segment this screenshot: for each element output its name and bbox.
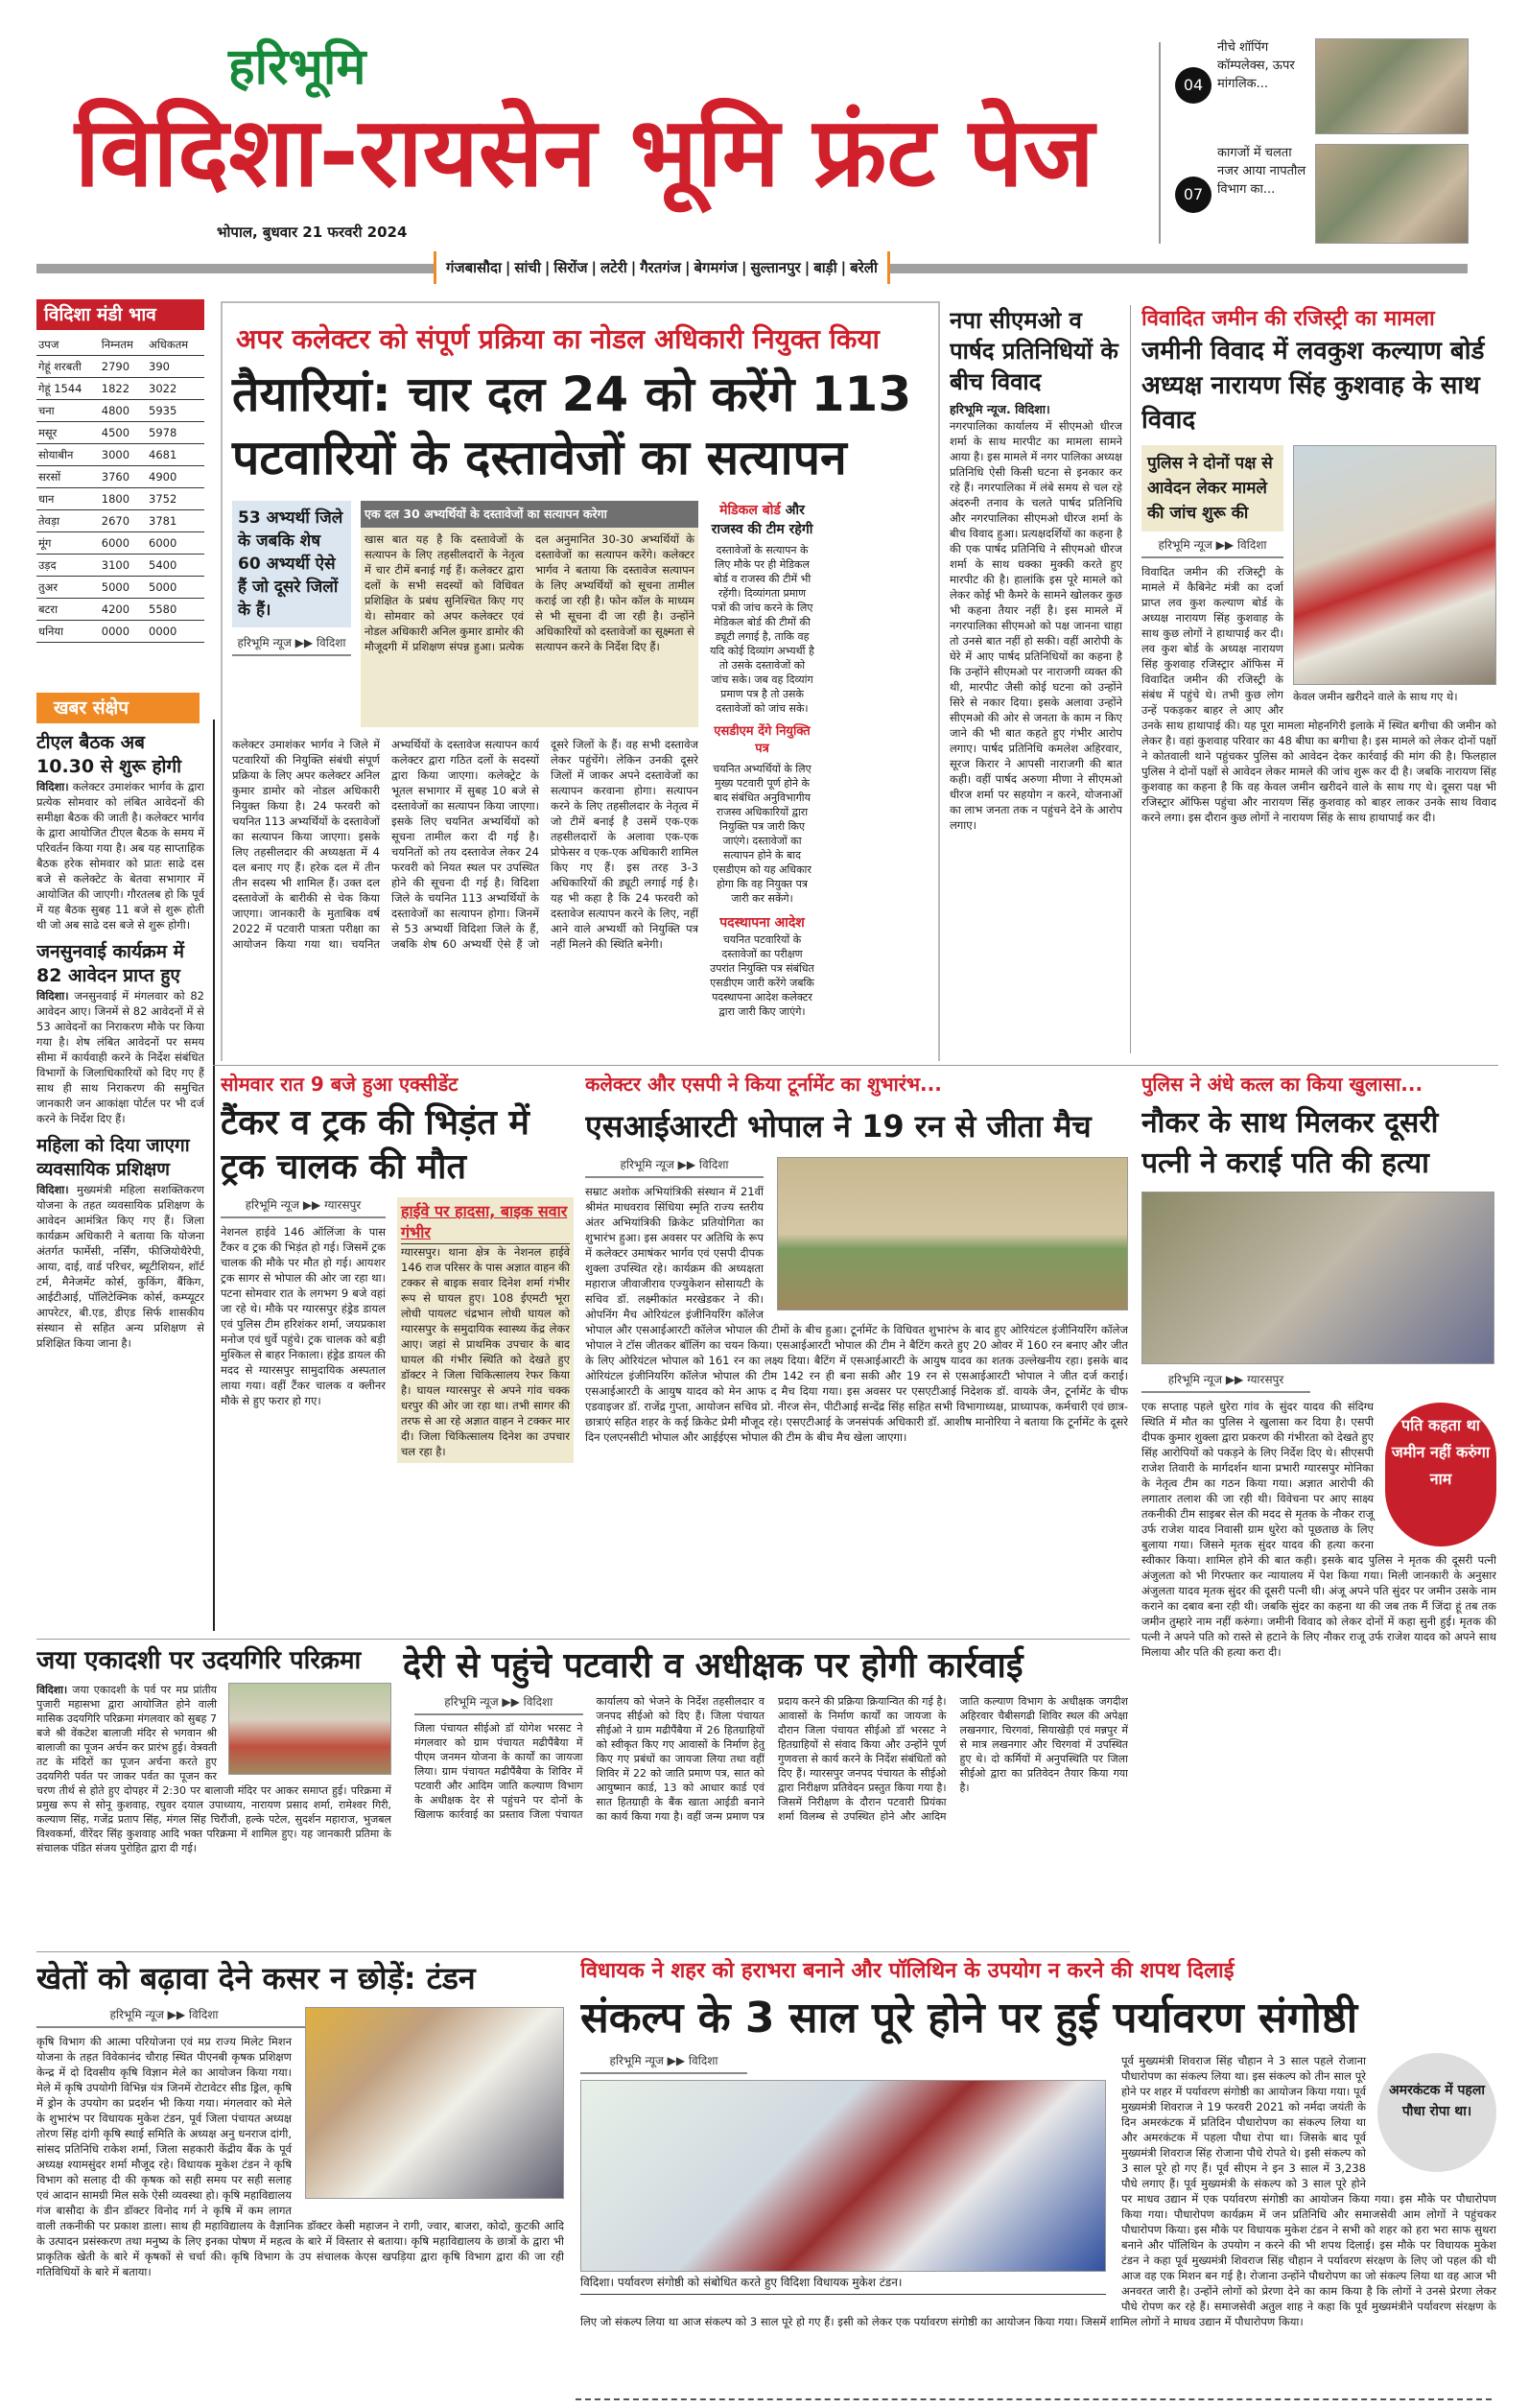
max-price: 5978 (147, 422, 204, 444)
max-price: 5580 (147, 599, 204, 621)
tanker-story (221, 1071, 574, 1637)
vivad-highlight: पुलिस ने दोनों पक्ष से आवेदन लेकर मामले की जांच शुरू की (1141, 445, 1283, 531)
napa-byline: हरिभूमि न्यूज. विदिशा। (950, 402, 1050, 416)
sankalp-body: पूर्व मुख्यमंत्री शिवराज सिंह चौहान ने 3 साल पहले रोजाना पौधारोपण का संकल्प लिया था। इस संकल्प को तीन साल पूरे होने पर शहर में पर्यावरण संगोष्ठी का आयोजन किया गया। पूर्व मुख्यमंत्री शिवराज ने 19 फरवरी 2021 को नर्मदा जयंती के दिन अमरकंटक में प्रतिदिन पौधारोपण का संकल्प लिया था और अमरकंटक में पहला पौधा रोपा था। जिसके बाद पूर्व मुख्यमंत्री शिवराज सिंह रोजाना पौधे रोपते थे। इसी संकल्प को 3 साल पूरे हो गए हैं। पूर्व सीएम ने इन 3 साल में 3,238 पौधे लगाए हैं। पूर्व मुख्यमंत्री के संकल्प को 3 साल पूरे होने पर माधव उद्यान में एक पर्यावरण संगोष्ठी का आयोजन किया गया। इस मौके पर पौधारोपण किया गया। पौधारोपण कार्यक्रम में जन प्रतिनिधि और समाजसेवी आम लोगों ने पहुंचकर पौधारोपण किया। इस मौके पर विधायक मुकेश टंडन ने सभी को शहर को हरा भरा साफ सुथरा बनाने और पॉलिथिन के उपयोग न करने की भी शपथ दिलाई। इस मौके पर विधायक मुकेश टंडन ने कहा पूर्व मुख्यमंत्री शिवराज सिंह चौहान ने पर्यावरण संरक्षण के लिए जो पहल की थी आज वह एक मिशन बन गई है। रोजाना उन्होंने पौधरोपण का जो संकल्प लिया था वह आज भी अनवरत जारी है। उन्होंने लोगों को प्रेरणा देने का काम किया है कि लोगों ने उनसे प्रेरणा लेकर पौधे रोपण कर रहे हैं। समाजसेवी अतुल शाह ने कहा कि पूर्व मुख्यमंत्रीने पर्यावरण संरक्षण के लिए जो संकल्प लिया था आज संकल्प को 3 साल पूरे हो गए हैं। इसी को लेकर एक पर्यावरण संगोष्ठी का आयोजन किया गया। जिसमें शामिल लोगों ने माधव उद्यान में पौधारोपण किया। (580, 2054, 1496, 2328)
napa-headline: नपा सीएमओ व पार्षद प्रतिनिधियों के बीच विवाद (950, 307, 1118, 395)
max-price: 5000 (147, 577, 204, 599)
vivad-body: विवादित जमीन की रजिस्ट्री के मामले में कैबिनेट मंत्री का दर्जा प्राप्त लव कुश कल्याण बोर्ड के अध्यक्ष नारायण सिंह कुशवाह के साथ कुछ लोगों ने हाथापाई कर दी। लव कुश बोर्ड के अध्यक्ष नारायण सिंह कुशवाह रजिस्ट्रार ऑफिस में विवादित जमीन की रजिस्ट्री के संबंध में पहुंचे थे। तभी कुछ लोग उन्हें पकड़कर बाहर ले आए और उनके साथ हाथापाई की। यह पूरा मामला मोहनगिरी इलाके में स्थित बगीचा की जमीन को लेकर है। वहां कुशवाह परिवार का 48 बीघा का बगीचा है। इस मामले को लेकर दोनों पक्षों ने कोतवाली थाने पहुंचकर पुलिस को आवेदन देकर कार्रवाई की मांग की है। फिलहाल पुलिस ने दोनों पक्षों से आवेदन लेकर मामले की जांच शुरू कर दी है। जबकि नारायण सिंह कुशवाह का कहना है कि वह केवल जमीन खरीदने वाले के साथ गए थे। दूसरा पक्ष भी रजिस्ट्रार ऑफिस पहुंचा और नारायण सिंह कुशवाह को बाहर लाकर उनके साथ विवाद करने लगा। इस दौरान कुछ लोगों ने नारायण सिंह के साथ हाथापाई कर दी। (1141, 565, 1496, 824)
row-rule (36, 1639, 1130, 1640)
min-price: 2670 (100, 510, 147, 532)
side-body: दस्तावेजों के सत्यापन के लिए मौके पर ही मेडिकल बोर्ड व राजस्व की टीमें भी रहेंगी। दिव्यांगता प्रमाण पत्रों की जांच करने के लिए मेडिकल बोर्ड की टीमों की ड्यूटी लगाई है, ताकि वह यदि कोई दिव्यांग अभ्यर्थी है तो उसके दस्तावेजों को जांच सके। जब वह दिव्यांग प्रमाण पत्र है तो उसके दस्तावेजों को जांच सके। (710, 544, 814, 715)
jaya-headline: जया एकादशी पर उदयगिरि परिक्रमा (36, 1646, 362, 1675)
crop-name: धान (36, 488, 100, 510)
column-rule (213, 720, 215, 1631)
separator: | (591, 259, 597, 276)
separator: | (840, 259, 847, 276)
table-row (36, 577, 204, 599)
tanker-columns (221, 1197, 574, 1463)
brief-body (36, 779, 204, 933)
city-link[interactable]: बेगमगंज (694, 259, 738, 276)
tanker-headline: टैंकर व ट्रक की भिड़ंत में ट्रक चालक की मौत (221, 1103, 529, 1187)
tanker-byline: हरिभूमि न्यूज ▶▶ ग्यारसपुर (221, 1197, 386, 1218)
crop-name: चना (36, 400, 100, 422)
max-price: 3781 (147, 510, 204, 532)
cricket-body: सम्राट अशोक अभियांत्रिकी संस्थान में 21वीं श्रीमंत माधवराव सिंधिया स्मृति राज्य स्तरीय अंतर अभियांत्रिकी क्रिकेट प्रतियोगिता का शुभारंभ हुआ। इस अवसर पर अतिथि के रूप में कलेक्टर उमाषंकर भार्गव एवं एसपी दीपक शुक्ला उपस्थित रहे। कार्यक्रम की अध्यक्षता महाराज जीवाजीराव एज्युकेशन सोसायटी के सचिव डॉ. लक्ष्मीकांत मरखेडकर ने की। ओपनिंग मैच ओरियंटल इंजीनियरिंग कॉलेज भोपाल और एसआईआरटी कॉलेज भोपाल की टीमों के बीच हुआ। टूर्नामेंट के विधिवत शुभारंभ के बाद हुए ओरियंटल इंजीनियरिंग कॉलेज भोपाल ने टॉस जीतकर बॉलिंग का चयन किया। एसआईआरटी भोपाल की टीम ने बैटिंग करते हुए 20 ओवर में 160 रन बनाए और जीत के लिए ओरियंटल भोपाल को 161 रन का लक्ष्य दिया। बैटिंग में एसआईआरटी के आयुष यादव का शतक उल्लेखनीय रहा। इसके बाद ओरियंटल इंजीनियरिंग कॉलेज भोपाल की टीम 142 रन ही बना सकी और 19 रन से एसआईआरटी भोपाल ने जीत दर्ज कराई। एसआईआरटी के आयुष यादव को मेन आफ द मैच दिया गया। इस अवसर पर एसएटीआई निदेशक डॉ. वायके जैन, टूर्नामेंट के चीफ एडवाइजर डॉ. राजेंद्र गुप्ता, आयोजन सचिव प्रो. नीरज सेन, पीटीआई सन्देंद्र सिंह सहित सभी विभागाध्यक्ष, प्राध्यापक, कर्मचारी एवं छात्र-छात्राएं सहित शहर के कई क्रिकेट प्रेमी मौजूद रहे। एसएटीआई के जनसंपर्क अधिकारी डॉ. आशीष मानोरिया ने बताया कि टूर्नामेंट के दूसरे दिन एलएनसीटी भोपाल और आईईएस भोपाल की टीम के बीच मैच खेला जाएगा। (585, 1185, 1128, 1444)
tanker-body: नेशनल हाईवे 146 ऑलिंजा के पास टैंकर व ट्रक की भिड़ंत हो गई। जिसमें ट्रक चालक की मौके पर मौत हो गई। आयशर ट्रक सागर से भोपाल की ओर जा रहा था। पटना सोमवार रात के लगभग 9 बजे वहां जा रहे थे। मौके पर ग्यारसपुर हंड्रेड डायल एवं पुलिस टीम हरिशंकर शर्मा, जयप्रकाश मनोज एवं धुर्वे पहुंचे। ट्रक चालक को बड़ी मुश्किल से बाहर निकाला। हंड्रेड डायल की मदद से ग्यारसपुर सामुदायिक अस्पताल लाया गया। वहीं टैंकर चालक व क्लीनर मौके से हुए फरार हो गए। (221, 1225, 386, 1407)
naukar-body: एक सप्ताह पहले धुरेरा गांव के सुंदर यादव की संदिग्ध स्थिति में मौत का पुलिस ने खुलासा कर दिया है। एसपी दीपक कुमार शुक्ला द्वारा प्रकरण की गंभीरता को देखते हुए सिंह आरोपियों को पकड़ने के लिए निर्देश दिए थे। सीएसपी राजेश तिवारी के मार्गदर्शन थाना प्रभारी ग्यारसपुर मोनिका के नेतृत्व टीम का गठन किया गया। अज्ञात आरोपी की लगातार तलाश की जा रही थी। विवेचना पर आए साक्ष्य तकनीकी टीम साइबर सेल की मदद से मृतक के नौकर राजू उर्फ राजेश यादव निवासी ग्राम धुरेरा को पूछताछ के लिए बुलाया गया। जिसने मृतक सुंदर यादव की हत्या करना स्वीकार किया। शामिल होने की बात कही। इसके बाद पुलिस ने मृतक की दूसरी पत्नी अंजुलता को भी गिरफ्तार कर न्यायालय में पेश किया गया। मिली जानकारी के अनुसार अंजुलता यादव मृतक सुंदर की दूसरी पत्नी थी। अंजू अपने पति सुंदर पर जमीन उसके नाम कराने का दबाव बना रही थी। जबकि सुंदर का कहना था की जब तक मैं जिंदा हूं तब तक जमीन तुम्हारे नाम नहीं करुंगा। जमीनी विवाद को लेकर दोनों में कहा सुनी हुई। मृतक की पत्नी ने अपने पति को रास्ते से हटाने के लिए नौकर राजू उर्फ राजेश यादव को अपने साथ मिलाया और पति की हत्या करा दी। (1141, 1400, 1496, 1659)
table-row (36, 510, 204, 532)
city-link[interactable]: गैरतगंज (640, 259, 681, 276)
napa-body: नगरपालिका कार्यालय में सीएमओ धीरज शर्मा के साथ मारपीट का मामला सामने आया है। इस मामले में नगर पालिका अध्यक्ष प्रतिनिधि ऐसी किसी घटना से इनकार कर रहे हैं। नगरपालिका में लंबे समय से चल रहे अंदरुनी तनाव के चलते पार्षद प्रतिनिधि और नगरपालिका सीएमओ धीरज शर्मा के बीच विवाद हुआ। प्रत्यक्षदर्शियों का कहना है की एक पार्षद प्रतिनिधि ने सीएमओ धीरज शर्मा के साथ धक्का मुक्की करते हुए मारपीट की है। हालांकि इस पूरे मामले को लेकर कोई भी कैमरे के सामने खोलकर कुछ भी कहना तैयार नहीं है। इस मामले में नगरपालिका सीएमओ को पक्ष जानना चाहा तो उनसे बात नहीं हो सकी। वहीं आरोपी के घेरे में आए पार्षद प्रतिनिधियों का कहना है कि उन्होंने सीएमओ पर नाराजगी व्यक्त की थी, मारपीट जैसी कोई घटना को उन्होंने सिरे से नकार दिया। इसके अलावा उन्होंने सीएमओ की ओर से जनता के काम न किए जाने की भी बात कहते हुए गंभीर आरोप लगाए। पार्षद प्रतिनिधि कमलेश अहिरवार, सूरज किरार ने आपसी नाराजगी की बात कही। वहीं पार्षद अरुणा मीणा ने सीएमओ धीरज शर्मा पर सहयोग न करने, योजनाओं का लाभ जनता तक न पहुंचने देने के आरोप लगाए। (950, 419, 1122, 832)
mandi-table (36, 334, 204, 643)
brief-text: जनसुनवाई में मंगलवार को 82 आवेदन आए। जिनमें से 82 आवेदनों में से 53 आवेदनों का निराकरण मौके पर किया गया है। शेष लंबित आवेदनों पर समय सीमा में कार्यवाही करने के निर्देश संबंधित विभागों के जिलाधिकारियों को दिए गए हैं साथ ही साथ निराकरण की समुचित जानकारी जन आकांक्षा पोर्टल पर भी दर्ज करने के निर्देश दिए हैं। (36, 989, 204, 1125)
main-body: कलेक्टर उमाशंकर भार्गव ने जिले में पटवारियों की नियुक्ति संबंधी संपूर्ण प्रक्रिया के लिए अपर कलेक्टर अनिल कुमार डामोर को नोडल अधिकारी नियुक्त किया है। 24 फरवरी को चयनित 113 अभ्यर्थियों के दस्तावेजों का सत्यापन किया जाएगा। इसके लिए तहसीलदार की अध्यक्षता में 4 दल बनाए गए हैं। हरेक दल में तीन तीन सदस्य भी शामिल हैं। उक्त दल दस्तावेजों के बारीकी से चेक किया जाएगा। जानकारी के मुताबिक वर्ष 2022 में पटवारी पात्रता परीक्षा का आयोजन किया गया था। चयनित अभ्यर्थियों के दस्तावेज सत्यापन कार्य कलेक्टर द्वारा गठित दलों के सदस्यों द्वारा किया जाएगा। कलेक्ट्रेट के भूतल सभागार में सुबह 10 बजे से दस्तावेजों का सत्यापन किया जाएगा। इसके लिए चयनित अभ्यर्थियों को सूचना तामील करा दी गई है। चयनितों को तय दस्तावेज लेकर 24 फरवरी को नियत स्थल पर उपस्थित होने की सूचना दी गई है। विदिशा जिले के चयनित 113 अभ्यर्थियों के दस्तावेजों का सत्यापन होगा। जिनमें से 53 अभ्यर्थी विदिशा जिले के हैं, जबकि शेष 60 अभ्यर्थी ऐसे हैं जो दूसरे जिलों के हैं। वह सभी दस्तावेज लेकर पहुंचेंगे। लेकिन उनकी दूसरे जिलों में जाकर अपने दस्तावेजों का सत्यापन करवाना होगा। सत्यापन करने के लिए तहसीलदार के नेतृत्व में जो टीमें बनाई है उसमें एक-एक तहसीलदारों के अलावा एक-एक प्रोफेसर व एक-एक अधिकारी शामिल किए गए हैं। इस तरह 3-3 अधिकारियों की ड्यूटी लगाई गई है। यह भी कहा है कि 24 फरवरी को दस्तावेज सत्यापन करने के लिए, नहीं आने वाले अभ्यर्थी को नियुक्ति पत्र नहीं मिलने की स्थिति बनेगी। (232, 738, 698, 951)
byline: हरिभूमि न्यूज ▶▶ विदिशा (232, 635, 351, 656)
kheti-body: कृषि विभाग की आत्मा परियोजना एवं मप्र राज्य मिलेट मिशन योजना के तहत विवेकानंद चौराह स्थित पीएनबी कृषक प्रशिक्षण केन्द्र में दो दिवसीय कृषि विज्ञान मेले का आयोजन किया गया। मेले में कृषि उपयोगी विभिन्न यंत्र जिनमें रोटावेटर सीड ड्रिल, कृषि में ड्रोन के उपयोग का प्रदर्शन भी किया गया। मंगलवार को मेले के शुभारंभ पर विधायक मुकेश टंडन, पूर्व जिला पंचायत अध्यक्ष तोरण सिंह दांगी कृषि स्थाई समिति के अध्यक्ष अनु धनराज दांगी, सांसद प्रतिनिधि राकेश शर्मा, जिला सहकारी केंद्रीय बैंक के पूर्व अध्यक्ष श्यामसुंदर शर्मा मौजूद रहे। विधायक मुकेश टंडन ने कृषि विभाग को सलाह दी की कृषक को सही समय पर सही सलाह एवं आदान सामग्री मिल सके ऐसी व्यवस्था हो। कृषि महाविद्यालय गंज बासौदा के डीन डॉक्टर विनोद गर्ग ने कृषि में कम लागत वाली तकनीकी पर प्रकाश डाला। साथ ही महाविद्यालय के वैज्ञानिक डॉक्टर केसी महाजन ने रागी, ज्वार, बाजरा, कोदो, कुटकी आदि के उत्पादन प्रसंस्करण तथा मनुष्य के लिए इनका पोषण में महत्व के बारे में विस्तार से बताया। कृषि महाविद्यालय के छात्रों के द्वारा भी प्राकृतिक खेती के बारे में कृषकों से चर्चा की। कृषि विभाग के उप संचालक केएस खपड़िया द्वारा कृषि विभाग द्वारा की जा रही गतिविधियों के बारे में बताया। (36, 2035, 564, 2278)
side-title-3: पदस्थापना आदेश (719, 915, 805, 931)
crop-name: तुअर (36, 577, 100, 599)
side-body-3: चयनित पटवारियों के दस्तावेजों का परीक्षण उपरांत नियुक्ति पत्र संबंधित एसडीएम जारी करेंगे जबकि पदस्थापना आदेश कलेक्टर द्वारा जारी किए जाएंगे। (710, 933, 814, 1018)
naukar-byline: हरिभूमि न्यूज ▶▶ ग्यारसपुर (1141, 1372, 1310, 1393)
vivad-byline: हरिभूमि न्यूज ▶▶ विदिशा (1141, 537, 1283, 558)
kheti-byline: हरिभूमि न्यूज ▶▶ विदिशा (36, 2007, 564, 2028)
table-row (36, 422, 204, 444)
crop-name: गेहूं शरबती (36, 356, 100, 378)
mandi-rates (36, 299, 204, 643)
separator: | (684, 259, 691, 276)
sankalp-quote: अमरकंटक में पहला पौधा रोपा था। (1377, 2053, 1496, 2172)
deri-byline: हरिभूमि न्यूज ▶▶ विदिशा (414, 1694, 583, 1715)
sankalp-caption: विदिशा। पर्यावरण संगोष्ठी को संबोधित करते हुए विदिशा विधायक मुकेश टंडन। (580, 2272, 1106, 2295)
deri-columns (403, 1694, 1128, 1824)
column-rule (1130, 305, 1131, 1053)
city-link[interactable]: बाड़ी (813, 259, 837, 276)
deri-body: जिला पंचायत सीईओ डॉ योगेश भरसट ने मंगलवार को ग्राम पंचायत मढीपैंबैया में पीएम जनमन योजना के कार्यों का जायजा लिया। ग्राम पंचायत मढीपैंबैया के शिविर में पटवारी और आदिम जाति कल्याण विभाग के अधीक्षक देर से पहुंचने पर दोनों के खिलाफ कार्रवाई का प्रस्ताव जिला पंचायत कार्यालय को भेजने के निर्देश तहसीलदार व जनपद सीईओ को दिए हैं। जिला पंचायत सीईओ ने ग्राम मढीपैंबैया में 26 हितग्राहियों को स्वीकृत किए गए आवासों के निर्माण हेतु किए गए प्रबंधों का जायजा लिया तथा वहीं शिविर में 22 को जाति प्रमाण पत्र, सात को आयुष्मान कार्ड, 13 को आधार कार्ड एवं सात हितग्राही के बैंक खाता आईडी बनाने का कार्य किया गया है। वहीं जन्म प्रमाण पत्र प्रदाय करने की प्रक्रिया क्रियान्वित की गई है। आवासों के निर्माण कार्यों का जायजा के दौरान जिला पंचायत सीईओ डॉ भरसट ने हितग्राहियों से संवाद किया और उन्होंने पूर्ण गुणवत्ता से कार्य करने के निर्देश संबंधितों को दिए हैं। ग्यारसपुर जनपद पंचायत के सीईओ द्वारा निरीक्षण प्रतिवेदन प्रस्तुत किया गया है। जिसमें निरीक्षण के दौरान पटवारी प्रियंका शर्मा विलम्ब से उपस्थित होने और आदिम जाति कल्याण विभाग के अधीक्षक जगदीश अहिरवार चैबीसगढी शिविर स्थल की अपेक्षा लखनगार, चिरगवां, सियाखेड़ी एवं मन्नपुर में से मात्र लखनगार और चिरगवां में उपस्थित हुए थे। दो कर्मियों में अनुपस्थिति पर जिला सीईओ द्वारा का प्रतिवेदन तैयार किया गया है। (414, 1695, 1128, 1823)
murder-story (1141, 1071, 1496, 1949)
main-headline-2: पटवारियों के दस्तावेजों का सत्यापन (232, 430, 847, 485)
max-price: 390 (147, 356, 204, 378)
naukar-quote: पति कहता था जमीन नहीं करुंगा नाम (1385, 1403, 1496, 1546)
separator: | (505, 259, 511, 276)
sankalp-photo (580, 2080, 1106, 2272)
jaya-body-2: शर्मा, रामेश्वर गिरी, कल्याण सिंह, गजेंद्र प्रताप सिंह, मंगल सिंह चिरौंजी, हल्के पटेल, सुदर्शन महाराज, भुजबल विश्वकर्मा, वीरेंदर सिंह कुशवाह आदि भक्त परिक्रमा में शामिल हुए। यह जानकारी प्रतिमा के संचालक पंडित संजय पुरोहित द्वारा दी गई। (36, 1799, 391, 1854)
max-price: 6000 (147, 532, 204, 555)
min-price: 3760 (100, 466, 147, 488)
table-row (36, 555, 204, 577)
min-price: 4200 (100, 599, 147, 621)
vivad-photo-wrap (1293, 445, 1496, 704)
brief-item (36, 940, 204, 1126)
naukar-photo (1141, 1192, 1494, 1364)
crop-name: गेहूं 1544 (36, 378, 100, 400)
side-title-red: मेडिकल बोर्ड (719, 503, 781, 518)
vivad-kicker: विवादित जमीन की रजिस्ट्री का मामला (1141, 307, 1435, 331)
brief-headline: महिला को दिया जाएगा व्यवसायिक प्रशिक्षण (36, 1135, 190, 1180)
news-brief (36, 693, 204, 1637)
column-header: अधिकतम (147, 334, 204, 356)
max-price: 3752 (147, 488, 204, 510)
city-nav (434, 251, 890, 284)
max-price: 4900 (147, 466, 204, 488)
napa-story (950, 305, 1122, 1061)
crop-name: सोयाबीन (36, 444, 100, 466)
table-row (36, 466, 204, 488)
teaser-photo (1315, 144, 1469, 244)
vivad-caption: केवल जमीन खरीदने वाले के साथ गए थे। (1293, 690, 1458, 703)
brief-headline: जनसुनवाई कार्यक्रम में 82 आवेदन प्राप्त हुए (36, 941, 184, 986)
main-highlight: 53 अभ्यर्थी जिले के जबकि शेष 60 अभ्यर्थी ऐसे हैं जो दूसरे जिलों के हैं। (232, 501, 351, 627)
vivad-headline: जमीनी विवाद में लवकुश कल्याण बोर्ड अध्यक्ष नारायण सिंह कुशवाह के साथ विवाद (1141, 337, 1485, 435)
vivad-photo (1293, 445, 1496, 685)
row-rule (36, 1951, 1130, 1952)
dateline-place: विदिशा। (36, 780, 69, 793)
main-story (221, 301, 940, 1061)
sankalp-media (580, 2053, 1106, 2295)
agri-fair-story (36, 1957, 564, 2404)
table-header (36, 334, 204, 356)
city-link[interactable]: लटेरी (600, 259, 627, 276)
naukar-kicker: पुलिस ने अंधे कत्ल का किया खुलासा... (1141, 1073, 1423, 1096)
crop-name: धनिया (36, 621, 100, 643)
cricket-photo (777, 1157, 1128, 1310)
brief-text: कलेक्टर उमाशंकर भार्गव के द्वारा प्रत्येक सोमवार को लंबित आवेदनों की समीक्षा बैठक की जाती है। कलेक्टर भार्गव के द्वारा आयोजित टीएल बैठक के समय में परिवर्तन किया गया है। अब यह साप्ताहिक बैठक हरेक सोमवार को प्रातः साढे दस बजे से कलेक्टेट के बेतवा सभागार में आयोजित की जाएगी। गौरतलब हो कि पूर्व में यह बैठक सुबह 11 बजे से शुरू होती थी जो अब साढे दस बजे से शुरू होगी। (36, 780, 204, 932)
min-price: 3100 (100, 555, 147, 577)
min-price: 6000 (100, 532, 147, 555)
brief-item (36, 1134, 204, 1351)
brief-body (36, 988, 204, 1126)
page-title: विदिशा-रायसेन भूमि फ्रंट पेज (75, 96, 1094, 208)
column-header: उपज (36, 334, 100, 356)
min-price: 4800 (100, 400, 147, 422)
fact-box (361, 501, 698, 727)
max-price: 5400 (147, 555, 204, 577)
side-title: और राजस्व की टीम रहेगी (711, 503, 813, 537)
sankalp-kicker: विधायक ने शहर को हराभरा बनाने और पॉलिथिन के उपयोग न करने की शपथ दिलाई (580, 1959, 1235, 1983)
main-kicker: अपर कलेक्टर को संपूर्ण प्रक्रिया का नोडल अधिकारी नियुक्त किया (236, 323, 880, 355)
dateline: भोपाल, बुधवार 21 फरवरी 2024 (217, 224, 408, 241)
min-price: 2790 (100, 356, 147, 378)
cricket-story (585, 1071, 1128, 1637)
teaser-1[interactable] (1175, 38, 1482, 134)
min-price: 5000 (100, 577, 147, 599)
min-price: 1822 (100, 378, 147, 400)
city-link[interactable]: बरेली (850, 259, 878, 276)
teaser-divider (1159, 42, 1161, 244)
min-price: 4500 (100, 422, 147, 444)
row-rule (213, 1065, 1498, 1066)
cricket-kicker: कलेक्टर और एसपी ने किया टूर्नामेंट का शुभारंभ... (585, 1073, 942, 1096)
table-row (36, 356, 204, 378)
naukar-headline: नौकर के साथ मिलकर दूसरी पत्नी ने कराई पति की हत्या (1141, 1106, 1439, 1180)
table-row (36, 599, 204, 621)
table-row (36, 621, 204, 643)
sankalp-headline: संकल्प के 3 साल पूरे होने पर हुई पर्यावरण संगोष्ठी (580, 1994, 1358, 2042)
udaygiri-story (36, 1644, 391, 1949)
kheti-headline: खेतों को बढ़ावा देने कसर न छोड़ें: टंडन (36, 1960, 476, 1996)
table-row (36, 400, 204, 422)
tanker-main-column (221, 1197, 386, 1408)
environment-story (580, 1957, 1496, 2393)
min-price: 3000 (100, 444, 147, 466)
land-dispute-story (1141, 305, 1496, 1061)
deri-headline: देरी से पहुंचे पटवारी व अधीक्षक पर होगी कार्रवाई (403, 1646, 1023, 1686)
city-link[interactable]: सांची (514, 259, 541, 276)
separator: | (544, 259, 551, 276)
crop-name: मसूर (36, 422, 100, 444)
side-title-2: एसडीएम देंगे नियुक्ति पत्र (714, 724, 811, 756)
brief-body (36, 1182, 204, 1351)
cricket-headline: एसआईआरटी भोपाल ने 19 रन से जीता मैच (585, 1108, 1092, 1145)
teaser-2[interactable] (1175, 144, 1482, 248)
crop-name: उड़द (36, 555, 100, 577)
dateline-place: विदिशा। (36, 989, 69, 1003)
jaya-photo (228, 1683, 391, 1775)
max-price: 5935 (147, 400, 204, 422)
teaser-text: नीचे शॉपिंग कॉम्पलेक्स, ऊपर मांगलिक... (1217, 40, 1295, 91)
max-price: 0000 (147, 621, 204, 643)
page-number-badge: 04 (1175, 67, 1211, 104)
sidebar-notes (710, 501, 929, 1057)
brief-text: मुख्यमंत्री महिला सशक्तिकरण योजना के तहत व्यवसायिक प्रशिक्षण के आवेदन आमंत्रित किए गए हैं। जिला कार्यक्रम अधिकारी ने बताया कि योजना अंतर्गत फार्मेसी, नर्सिंग, फीजियोथैरेपी, आया, दाई, वार्ड परिचर, ब्यूटीशियन, शॉर्ट टर्म, मैनेजमेंट कोर्स, कुकिंग, बैंकिग, आईटीआई, पॉलिटेक्निक कोर्स, कम्प्यूटर आपरेटर, बी.एड, डीएड सिर्फ शासकीय संस्थान से सहित अन्य प्रशिक्षण से प्रशिक्षित किया जाना है। (36, 1183, 204, 1350)
city-link[interactable]: सिरोंज (553, 259, 588, 276)
table-row (36, 444, 204, 466)
tanker-kicker: सोमवार रात 9 बजे हुआ एक्सीडेंट (221, 1073, 459, 1096)
max-price: 4681 (147, 444, 204, 466)
highlight-column (232, 501, 351, 727)
separator: | (630, 259, 637, 276)
separator: | (804, 259, 811, 276)
table-row (36, 532, 204, 555)
table-row (36, 378, 204, 400)
brief-title: खबर संक्षेप (36, 693, 200, 723)
main-headline-1: तैयारियां: चार दल 24 को करेंगे 113 (232, 366, 912, 422)
fact-box-body: खास बात यह है कि दस्तावेजों के सत्यापन के लिए तहसीलदारों के नेतृत्व में चार टीमें बनाई गई हैं। कलेक्टर द्वारा दलों के सभी सदस्यों को विधिवत प्रशिक्षित के प्रबंध सुनिश्चित किए गए थे। सोमवार को अपर कलेक्टर एवं नोडल अधिकारी अनिल कुमार डामोर की मौजूदगी में प्रशिक्षण संपन्न हुआ। प्रत्येक दल अनुमानित 30-30 अभ्यर्थियों के दस्तावेजों का सत्यापन करेंगे। कलेक्टर भार्गव ने बताया कि दस्तावेज सत्यापन के लिए अभ्यर्थियों को सूचना तामील कराई जा रही है। फोन कॉल के माध्यम से भी सूचना दी जा रही है। उन्होंने अधिकारियों को दस्तावेजों का सूक्ष्मता से सत्यापन करने के निर्देश दिए हैं। (365, 532, 694, 653)
crop-name: सरसों (36, 466, 100, 488)
city-link[interactable]: गंजबासौदा (446, 259, 502, 276)
mandi-title: विदिशा मंडी भाव (36, 299, 204, 330)
city-link[interactable]: सुल्तानपुर (750, 259, 801, 276)
sankalp-byline: हरिभूमि न्यूज ▶▶ विदिशा (580, 2053, 747, 2074)
teaser-text: कागजों में चलता नजर आया नापतौल विभाग का... (1217, 146, 1306, 197)
max-price: 3022 (147, 378, 204, 400)
column-header: निम्नतम (100, 334, 147, 356)
separator: | (741, 259, 747, 276)
side-body-2: चयनित अभ्यर्थियों के लिए मुख्य पटवारी पूर्ण होने के बाद संबंधित अनुविभागीय राजस्व अधिकारियों द्वारा नियुक्ति पत्र जारी किए जाएंगे। दस्तावेजों का सत्यापन होने के बाद एसडीएम को यह अधिकार होगा कि वह नियुक्त पत्र जारी कर सकेंगे। (713, 763, 812, 905)
crop-name: तेवड़ा (36, 510, 100, 532)
dateline-place: विदिशा। (36, 1183, 69, 1196)
brief-item (36, 731, 204, 933)
patwari-action-story (403, 1644, 1128, 1949)
logo: हरिभूमि (228, 38, 366, 96)
brief-headline: टीएल बैठक अब 10.30 से शुरू होगी (36, 732, 182, 777)
dateline-place: विदिशा। (36, 1684, 68, 1696)
tanker-box-body: ग्यारसपुर। थाना क्षेत्र के नेशनल हाईवे 146 राज परिसर के पास अज्ञात वाहन की टक्कर से बाइक सवार दिनेश शर्मा गंभीर रूप से घायल हुए। 108 ईएमटी भूरा लोधी पायलट चंद्रभान लोधी घायल को ग्यारसपुर के समुदायिक स्वास्थ्य केंद्र लेकर आए। जहां से प्राथमिक उपचार के बाद घायल की गंभीर स्थिति को देखते हुए डॉक्टर ने जिला चिकित्सालय रेफर किया है। घायल ग्यारसपुर से अपने गांव चक्क धरपुर की ओर जा रहा था। तभी सागर की तरफ से आ रहे अज्ञात वाहन ने टक्कर मार दी। जिला चिकित्सालय दिनेश का उपचार चल रहा है। (401, 1245, 570, 1458)
tanker-box (397, 1197, 574, 1463)
crop-name: बटरा (36, 599, 100, 621)
crop-name: मूंग (36, 532, 100, 555)
page-number-badge: 07 (1175, 177, 1211, 213)
page-end-rule (576, 2398, 1492, 2400)
tanker-box-title: हाईवे पर हादसा, बाइक सवार गंभीर (401, 1201, 570, 1244)
table-row (36, 488, 204, 510)
jaya-text: जया एकादशी के पर्व पर मप्र प्रांतीय पुजारी महासभा द्वारा आयोजित होने वाली मासिक उदयगिरि परिक्रमा मंगलवार को सुबह 7 बजे श्री वेंकटेश बालाजी मंदिर से भगवान श्री बालाजी का पूजन अर्चन कर प्रारंभ हुई। वेत्रवती तट के मंदिरों का पूजन अर्चना करते हुए उदयगिरी पर्वत पर जाकर पर्वत का पूजन कर चरण तीर्थ से होते हुए दोपहर में 2:30 पर बालाजी मंदिर पर आकर समाप्त हुई। परिक्रमा में प्रमुख रूप से सोनू कुशवाह, रघुवर दयाल उपाध्याय, नारायण प्रसाद (36, 1684, 391, 1811)
fact-box-title: एक दल 30 अभ्यर्थियों के दस्तावेजों का सत्यापन करेगा (361, 501, 698, 528)
teaser-photo (1315, 38, 1469, 134)
kheti-photo (305, 2007, 564, 2199)
cricket-byline: हरिभूमि न्यूज ▶▶ विदिशा (585, 1157, 764, 1178)
min-price: 1800 (100, 488, 147, 510)
min-price: 0000 (100, 621, 147, 643)
